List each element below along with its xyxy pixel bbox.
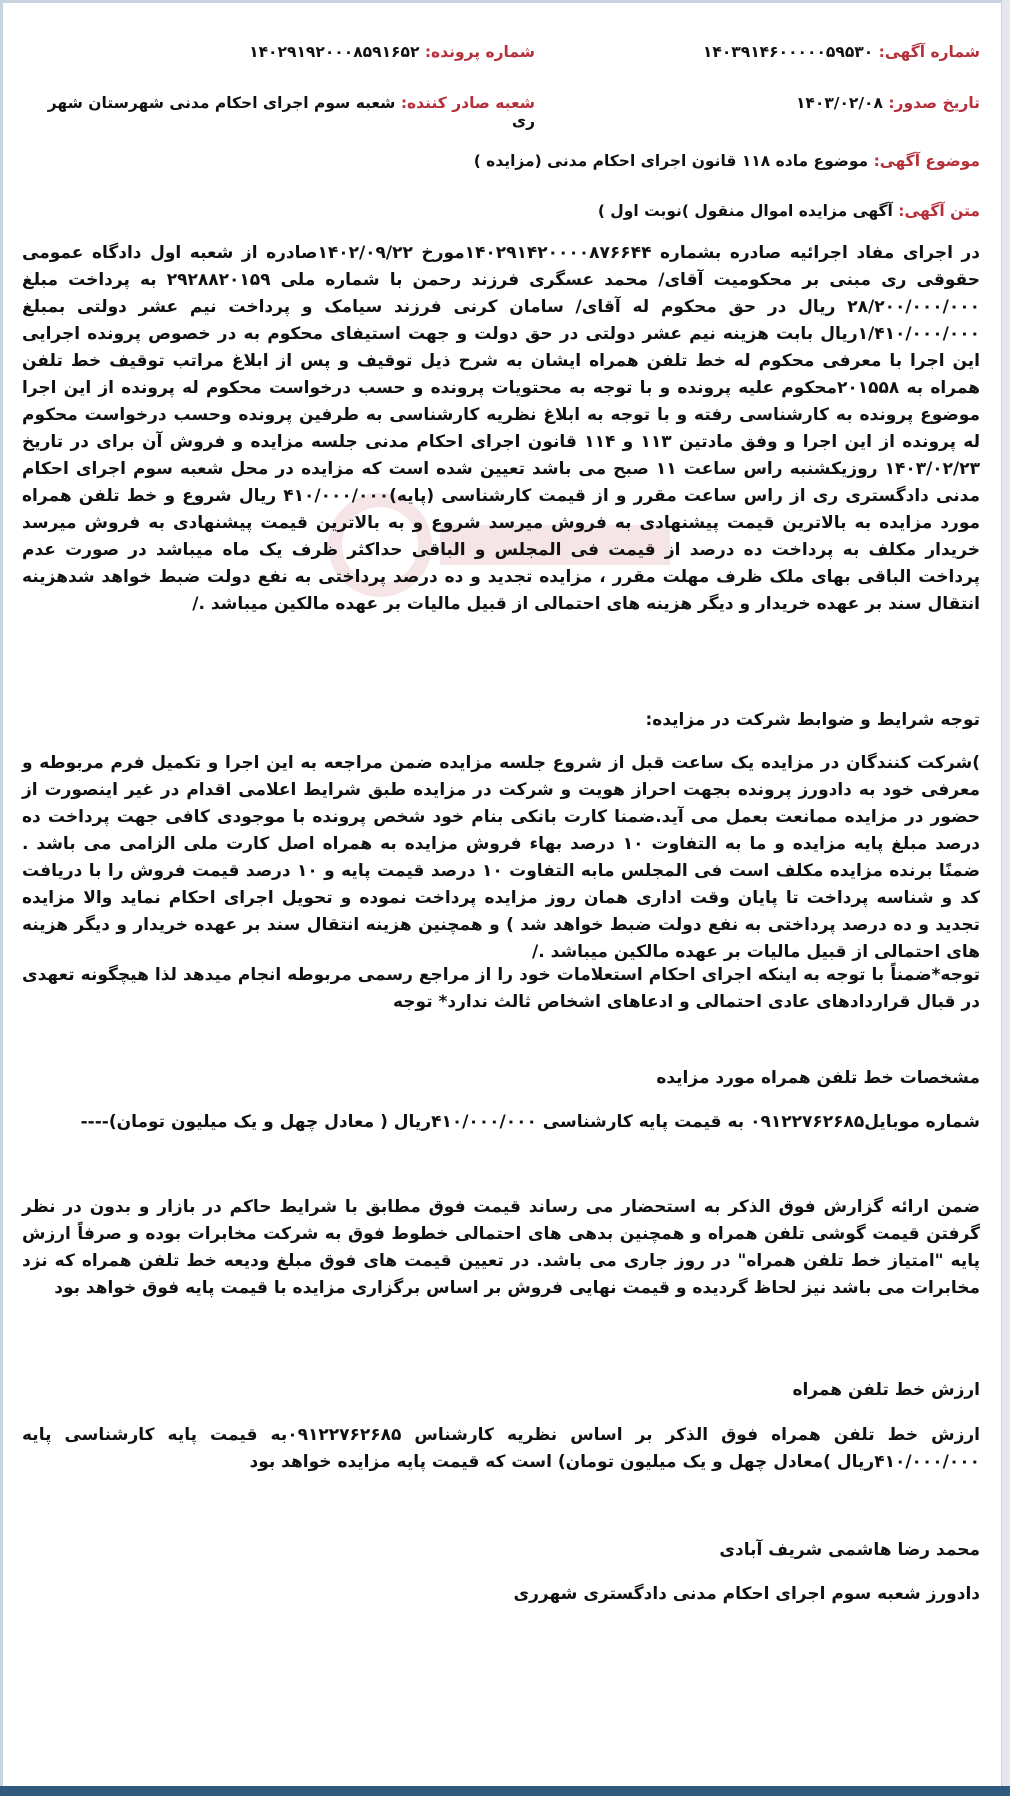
- top-border: [0, 0, 1010, 3]
- left-border: [0, 0, 3, 1796]
- signer-name: محمد رضا هاشمی شریف آبادی: [719, 1540, 980, 1560]
- signer-title: دادورز شعبه سوم اجرای احکام مدنی دادگستری شهرری: [513, 1584, 980, 1604]
- conditions-paragraph: )شرکت کنندگان در مزایده یک ساعت قبل از شروع جلسه مزایده ضمن مراجعه به این اجرا و تکمیل فرم مربوطه و معرفی خود به دادورز پرونده بجهت احراز هویت و شرکت در مزایده طبق شرایط اعلامی اقدام در غیر اینصورت از حضور در مزایده ممانعت بعمل می آید.ضمنا کارت بانکی بنام خود شخص پرونده با موجودی کافی جهت پرداخت ده درصد مبلغ پایه مزایده و ما به التفاوت ۱۰ درصد بهاء فروش مزایده به همراه اصل کارت ملی الزامی می باشد . ضمنًا برنده مزایده مکلف است فی المجلس مابه التفاوت ۱۰ درصد قیمت پایه و ۱۰ درصد قیمت فروش را با دریافت کد و شناسه پرداخت تا پایان وقت اداری همان روز مزایده پرداخت نموده و تحویل اجرای احکام نماید والا مزایده تجدید و ده درصد پرداختی به نفع دولت ضبط خواهد شد ) و همچنین هزینه انتقال سند بر عهده خریدار و دیگر هزینه های احتمالی از قبیل مالیات بر عهده مالکین میباشد ./: [22, 753, 980, 962]
- ad-text-heading: [598, 202, 980, 220]
- specs-line: شماره موبایل۰۹۱۲۲۷۶۲۶۸۵ به قیمت پایه کارشناسی ۴۱۰/۰۰۰/۰۰۰ریال ( معادل چهل و یک میلیون تومان)----: [80, 1112, 980, 1132]
- report-paragraph: ضمن ارائه گزارش فوق الذکر به استحضار می رساند قیمت فوق مطابق با شرایط حاکم در بازار و بدون در نظر گرفتن قیمت گوشی تلفن همراه و همچنین بدهی های احتمالی خطوط فوق به شرکت مخابرات بوده و صرفاً ارزش پایه "امتیاز خط تلفن همراه" در روز جاری می باشد. در تعیین قیمت های فوق مبلغ ودیعه خط تلفن همراه که نزد مخابرات می باشد نیز لحاظ گردیده و قیمت نهایی فروش بر اساس برگزاری مزایده با قیمت پایه فوق خواهد بود: [22, 1197, 980, 1298]
- ad-text-label: متن آگهی:: [898, 202, 980, 220]
- value-paragraph: ارزش خط تلفن همراه فوق الذکر بر اساس نظریه کارشناس ۰۹۱۲۲۷۶۲۶۸۵به قیمت پایه کارشناسی پایه ۴۱۰/۰۰۰/۰۰۰ریال )معادل چهل و یک میلیون تومان) است که قیمت پایه مزایده خواهد بود: [22, 1425, 980, 1472]
- case-number-value: ۱۴۰۲۹۱۹۲۰۰۰۸۵۹۱۶۵۲: [249, 43, 420, 61]
- subject-label: موضوع آگهی:: [873, 152, 980, 170]
- conditions-title: توجه شرایط و ضوابط شرکت در مزایده:: [645, 710, 980, 730]
- specs-title: مشخصات خط تلفن همراه مورد مزایده: [656, 1068, 980, 1088]
- issuing-branch-value: شعبه سوم اجرای احکام مدنی شهرستان شهر ری: [47, 94, 535, 130]
- issuing-branch-label: شعبه صادر کننده:: [400, 94, 535, 112]
- case-number-label: شماره پرونده:: [424, 43, 535, 61]
- ad-number: [703, 43, 980, 61]
- issue-date: [796, 94, 980, 112]
- subject-value: موضوع ماده ۱۱۸ قانون اجرای احکام مدنی (مزایده ): [473, 152, 869, 170]
- note-paragraph: توجه*ضمناً با توجه به اینکه اجرای احکام استعلامات خود را از مراجع رسمی مربوطه انجام میدهد لذا هیچگونه تعهدی در قبال قراردادهای عادی احتمالی و ادعاهای اشخاص ثالث ندارد* توجه: [22, 965, 980, 1012]
- ad-text-value: آگهی مزایده اموال منقول )نوبت اول ): [597, 202, 893, 220]
- value-title: ارزش خط تلفن همراه: [792, 1380, 980, 1400]
- ad-number-label: شماره آگهی:: [878, 43, 980, 61]
- ad-number-value: ۱۴۰۳۹۱۴۶۰۰۰۰۰۵۹۵۳۰: [702, 43, 874, 61]
- main-paragraph: در اجرای مفاد اجرائیه صادره بشماره ۱۴۰۲۹۱۴۲۰۰۰۰۸۷۶۶۴۴مورخ ۱۴۰۲/۰۹/۲۲صادره از شعبه اول دادگاه عمومی حقوقی ری مبنی بر محکومیت آقای/ محمد عسگری فرزند رحمن با شماره ملی ۲۹۲۸۸۲۰۱۵۹ به پرداخت مبلغ ۲۸/۲۰۰/۰۰۰/۰۰۰ ریال در حق محکوم له آقای/ سامان کرنی فرزند سیامک و پرداخت نیم عشر دولتی بمبلغ ۱/۴۱۰/۰۰۰/۰۰۰ریال بابت هزینه نیم عشر دولتی در حق دولت و جهت استیفای محکوم به در خصوص پرونده اجرایی این اجرا با معرفی محکوم له خط تلفن همراه ایشان به شرح ذیل توقیف و پس از ابلاغ مراتب توقیف خط تلفن همراه به ۲۰۱۵۵۸محکوم علیه پرونده و با توجه به محتویات پرونده و حسب درخواست محکوم له پرونده از این اجرا موضوع پرونده به کارشناسی رفته و با توجه به ابلاغ نظریه کارشناسی به طرفین پرونده وحسب درخواست محکوم له پرونده از این اجرا و وفق مادتین ۱۱۳ و ۱۱۴ قانون اجرای احکام مدنی جلسه مزایده و فروش آن برای در تاریخ ۱۴۰۳/۰۲/۲۳ روزیکشنبه راس ساعت ۱۱ صبح می باشد تعیین شده است که مزایده در محل شعبه سوم اجرای احکام مدنی دادگستری ری از راس ساعت مقرر و از قیمت کارشناسی (پایه)۴۱۰/۰۰۰/۰۰۰ ریال شروع و خط تلفن همراه مورد مزایده به بالاترین قیمت پیشنهادی به فروش میرسد شروع و به بالاترین قیمت پیشنهادی به فروش میرسد خریدار مکلف به پرداخت ده درصد از قیمت فی المجلس و الباقی حداکثر ظرف یک ماه میباشد در صورت عدم پرداخت الباقی بهای ملک ظرف مهلت مقرر ، مزایده تجدید و ده درصد پرداختی به نفع دولت ضبط خواهد شدهزینه انتقال سند بر عهده خریدار و دیگر هزینه های احتمالی از قبیل مالیات بر عهده مالکین میباشد ./: [22, 243, 981, 614]
- bottom-bar: [0, 1786, 1010, 1796]
- issue-date-label: تاریخ صدور:: [888, 94, 980, 112]
- issue-date-value: ۱۴۰۳/۰۲/۰۸: [795, 94, 883, 112]
- subject: [474, 152, 980, 170]
- case-number: [249, 43, 535, 61]
- right-scroll-edge: [1001, 0, 1010, 1796]
- issuing-branch: [22, 94, 535, 130]
